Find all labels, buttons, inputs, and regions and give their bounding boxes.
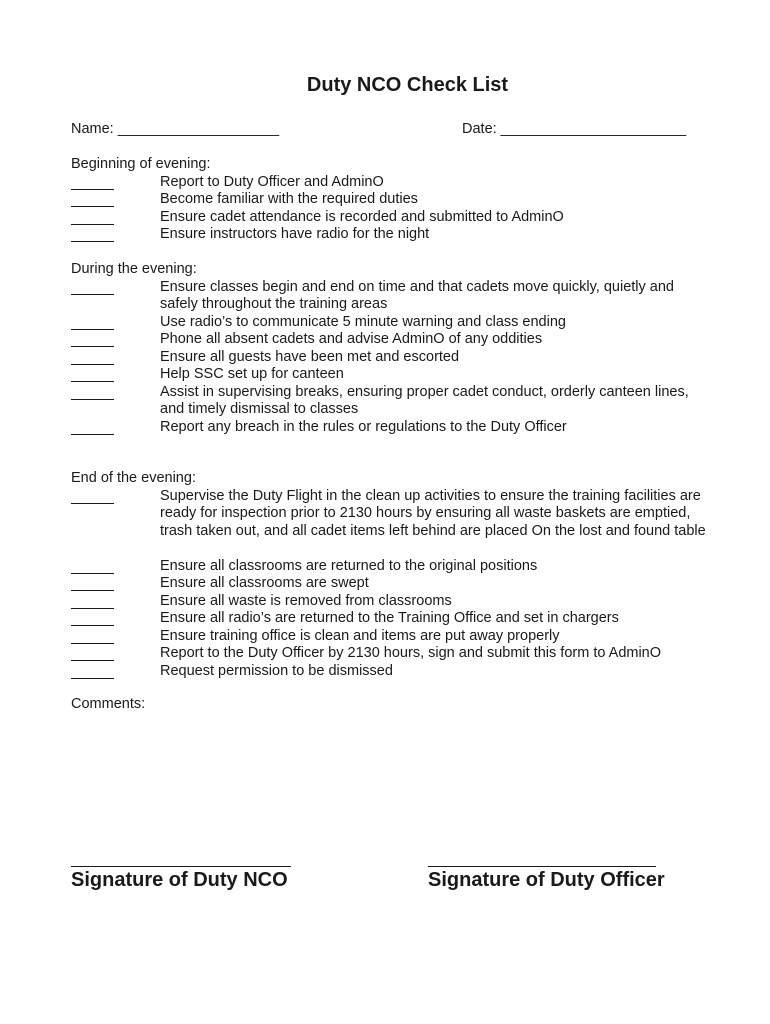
checkbox-blank[interactable] <box>71 174 114 190</box>
checklist-item: Ensure all radio’s are returned to the Training Office and set in chargers <box>71 610 711 628</box>
comments-label: Comments: <box>71 696 146 712</box>
signature-line-nco[interactable] <box>71 866 291 867</box>
checklist-item: Become familiar with the required duties <box>71 191 711 209</box>
checkbox-blank[interactable] <box>71 209 114 225</box>
section-heading-end: End of the evening: <box>71 470 196 486</box>
checklist-item: Request permission to be dismissed <box>71 663 711 681</box>
checkbox-blank[interactable] <box>71 279 114 295</box>
checklist-item: Ensure classes begin and end on time and that cadets move quickly, quietly and safely throughout the training areas <box>71 279 711 314</box>
checklist-item: Supervise the Duty Flight in the clean up activities to ensure the training facilities are ready for inspection prior to 2130 hours by ensuring all waste baskets are emptied, trash taken out, and all cadet items left behind are placed On the lost and found table <box>71 488 711 541</box>
checkbox-blank[interactable] <box>71 419 114 435</box>
checkbox-blank[interactable] <box>71 384 114 400</box>
checklist-item: Ensure instructors have radio for the night <box>71 226 711 244</box>
name-field-label: Name: ____________________ <box>71 121 280 137</box>
checkbox-blank[interactable] <box>71 314 114 330</box>
checkbox-blank[interactable] <box>71 349 114 365</box>
checklist-item: Report to the Duty Officer by 2130 hours, sign and submit this form to AdminO <box>71 645 711 663</box>
checklist-item: Ensure all classrooms are swept <box>71 575 711 593</box>
signature-label-officer: Signature of Duty Officer <box>428 869 665 891</box>
checklist-item: Assist in supervising breaks, ensuring proper cadet conduct, orderly canteen lines, and timely dismissal to classes <box>71 384 711 419</box>
checklist-item: Ensure cadet attendance is recorded and submitted to AdminO <box>71 209 711 227</box>
date-field-label: Date: _______________________ <box>462 121 687 137</box>
checkbox-blank[interactable] <box>71 366 114 382</box>
checklist-item: Phone all absent cadets and advise AdminO of any oddities <box>71 331 711 349</box>
checkbox-blank[interactable] <box>71 488 114 504</box>
section-heading-beginning: Beginning of evening: <box>71 156 211 172</box>
checklist-item: Ensure all waste is removed from classrooms <box>71 593 711 611</box>
checklist-item: Ensure training office is clean and items are put away properly <box>71 628 711 646</box>
checklist-item: Ensure all guests have been met and escorted <box>71 349 711 367</box>
checkbox-blank[interactable] <box>71 558 114 574</box>
signature-line-officer[interactable] <box>428 866 656 867</box>
checkbox-blank[interactable] <box>71 593 114 609</box>
checkbox-blank[interactable] <box>71 610 114 626</box>
checkbox-blank[interactable] <box>71 575 114 591</box>
checkbox-blank[interactable] <box>71 628 114 644</box>
page-title: Duty NCO Check List <box>306 74 509 96</box>
checklist-item: Use radio’s to communicate 5 minute warning and class ending <box>71 314 711 332</box>
checklist-item: Report any breach in the rules or regulations to the Duty Officer <box>71 419 711 437</box>
checklist-item: Ensure all classrooms are returned to the original positions <box>71 558 711 576</box>
checkbox-blank[interactable] <box>71 226 114 242</box>
checkbox-blank[interactable] <box>71 645 114 661</box>
section-heading-during: During the evening: <box>71 261 197 277</box>
checklist-item: Help SSC set up for canteen <box>71 366 711 384</box>
checklist-item: Report to Duty Officer and AdminO <box>71 174 711 192</box>
checkbox-blank[interactable] <box>71 663 114 679</box>
signature-label-nco: Signature of Duty NCO <box>71 869 288 891</box>
checkbox-blank[interactable] <box>71 191 114 207</box>
checkbox-blank[interactable] <box>71 331 114 347</box>
